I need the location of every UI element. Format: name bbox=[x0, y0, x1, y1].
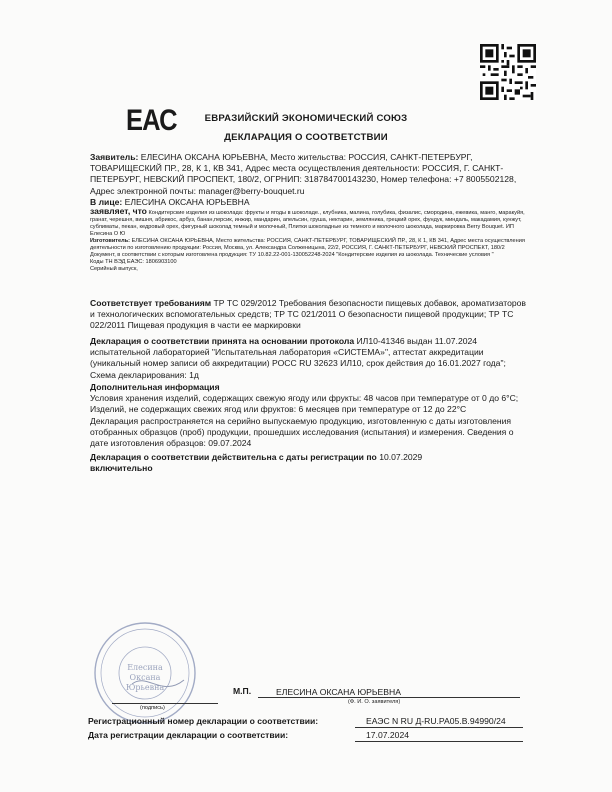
tnved-code: Коды ТН ВЭД ЕАЭС: 1806903100 bbox=[90, 259, 177, 265]
requirements-text: ТР ТС 029/2012 Требования безопасности пищевых добавок, ароматизаторов и технологических вспомогательных средств; ТР ТС 021/2011 О безопасности пищевой продукции; ТР ТС 022/2011 Пищевая продукция в части ее маркировки bbox=[90, 298, 526, 331]
serial-release: Серийный выпуск, bbox=[90, 266, 138, 272]
product-text: Кондитерские изделия из шоколада: фрукты и ягоды в шоколаде., клубника, малина, голубика, физалис, смородина, ежевика, манго, маракуйя, гранат, черешня, вишня, абрикос, арбуз, банан,персик, инжир, мандарин, апельсин, груша, нектарин, земляника, грецкий орех, фундук, миндаль, макадамия, кунжут, сублиматы, пекан, кедровый орех, фигурный шоколад темный и молочный, Плитки шоколадные из темного и молочного шоколада, маркировка Berry Bouquet. ИП Елесина О Ю bbox=[90, 210, 525, 237]
additional-section bbox=[90, 382, 530, 449]
registration-date: 17.07.2024 bbox=[366, 730, 410, 740]
protocol-section bbox=[90, 336, 530, 381]
storage-condition-other: Изделий, не содержащих свежих ягод или фруктов: 6 месяцев при температуре от 12 до 22°С bbox=[90, 404, 467, 415]
validity-date: 10.07.2029 bbox=[379, 452, 423, 462]
protocol-text: испытательной лабораторией "Испытательная лаборатория «СИСТЕМА»", аттестат аккредитации (уникальный номер записи об аккредитации) РОСС RU 32623 ИЛ10, срок действия до 16.01.2027 года"; Схема декларирования: 1д bbox=[90, 347, 506, 380]
signature-line bbox=[112, 703, 218, 704]
additional-label: Дополнительная информация bbox=[90, 382, 220, 392]
person-label: В лице: bbox=[90, 196, 123, 207]
validity-tail: включительно bbox=[90, 463, 153, 474]
registration-number-line bbox=[355, 727, 523, 728]
requirements-label: Соответствует требованиям bbox=[90, 298, 212, 308]
registration-number-label: Регистрационный номер декларации о соответствии: bbox=[88, 716, 319, 726]
maker-text: ЕЛЕСИНА ОКСАНА ЮРЬЕВНА, Место жительства: РОССИЯ, САНКТ-ПЕТЕРБУРГ, ТОВАРИЩЕСКИЙ ПР., 28, К 1, КВ 341, Адрес места осуществления деятельности по изготовлению продукции: Россия, Москва, ул. Александра Солженицына, 22/2, РОССИЯ, Г. САНКТ-ПЕТЕРБУРГ, НЕВСКИЙ ПРОСПЕКТ, 180/2 bbox=[90, 238, 525, 251]
protocol-label: Декларация о соответствии принята на основании протокола bbox=[90, 336, 355, 346]
requirements-section bbox=[90, 298, 530, 332]
protocol-number: ИЛ10-41346 выдан 11.07.2024 bbox=[356, 336, 478, 346]
applicant-section bbox=[90, 152, 530, 208]
declares-label: заявляет, что bbox=[90, 206, 147, 216]
seal-place-label: М.П. bbox=[233, 686, 252, 696]
standard-document: Документ, в соответствии с которым изготовлена продукция: ТУ 10.82.22-001-130052248-2024 "Кондитерские изделия из шоколада. Технические условия " bbox=[90, 252, 494, 258]
qr-code-icon bbox=[480, 44, 536, 100]
signer-name-line bbox=[258, 697, 520, 698]
eac-logo: ЕАС bbox=[126, 104, 177, 137]
union-title: ЕВРАЗИЙСКИЙ ЭКОНОМИЧЕСКИЙ СОЮЗ bbox=[204, 113, 408, 124]
validity-label: Декларация о соответствии действительна с даты регистрации по bbox=[90, 452, 377, 462]
stamp-text-2: Оксана bbox=[129, 673, 161, 682]
stamp-text-3: Юрьевна bbox=[125, 683, 165, 692]
person-name: ЕЛЕСИНА ОКСАНА ЮРЬЕВНА bbox=[124, 196, 250, 207]
product-section bbox=[90, 208, 530, 273]
document-title: ДЕКЛАРАЦИЯ О СООТВЕТСТВИИ bbox=[224, 132, 388, 143]
signer-name: ЕЛЕСИНА ОКСАНА ЮРЬЕВНА bbox=[276, 687, 401, 697]
signer-name-caption: (Ф. И. О. заявителя) bbox=[348, 699, 401, 705]
registration-date-line bbox=[355, 741, 523, 742]
applicant-text: ЕЛЕСИНА ОКСАНА ЮРЬЕВНА, Место жительства: РОССИЯ, САНКТ-ПЕТЕРБУРГ, ТОВАРИЩЕСКИЙ ПР., 28, К 1, КВ 341, Адрес места осуществления деятельности: РОССИЯ, Г. САНКТ-ПЕТЕРБУРГ, НЕВСКИЙ ПРОСПЕКТ, 180/2, ОГРНИП: 318784700143230, Номер телефона: +7 8005502128, Адрес электронной почты: manager@berry-bouquet.ru bbox=[90, 152, 517, 196]
maker-label: Изготовитель: bbox=[90, 238, 130, 244]
registration-number: ЕАЭС N RU Д-RU.PA05.B.94990/24 bbox=[366, 716, 506, 726]
stamp-text-1: Елесина bbox=[127, 663, 163, 672]
storage-condition-fresh: Условия хранения изделий, содержащих свежую ягоду или фрукты: 48 часов при температуре от 0 до 6°С; bbox=[90, 393, 519, 404]
applicant-label: Заявитель: bbox=[90, 152, 139, 162]
signature-caption: (подпись) bbox=[140, 705, 165, 711]
registration-date-label: Дата регистрации декларации о соответствии: bbox=[88, 730, 289, 740]
serial-scope-note: Декларация распространяется на серийно выпускаемую продукцию, изготовленную с даты изготовления отобранных образцов (проб) продукции, прошедших исследования (испытания) и измерения. Сведения о дате изготовления образцов: 09.07.2024 bbox=[90, 415, 514, 449]
validity-section bbox=[90, 452, 530, 474]
